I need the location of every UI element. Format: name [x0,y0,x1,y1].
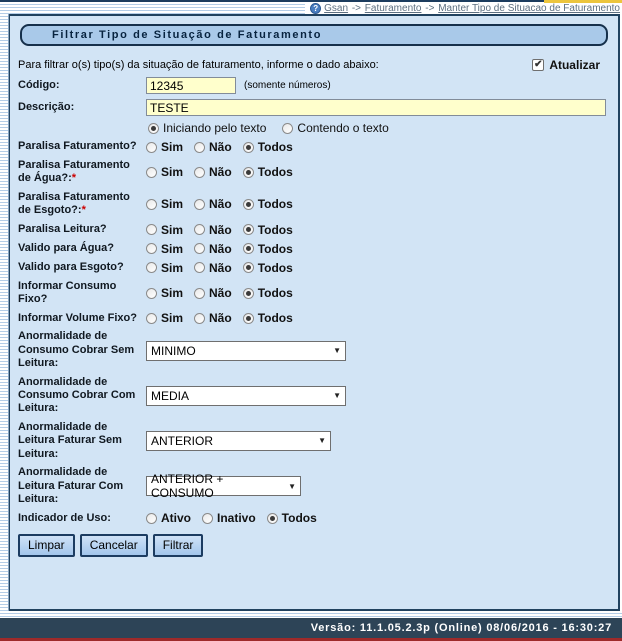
radio-option-label: Todos [257,165,293,180]
radio-option-todos[interactable] [243,311,293,325]
radio-option-sim[interactable] [146,286,183,300]
select-dropdown[interactable] [146,431,331,451]
limpar-button[interactable]: Limpar [18,534,75,557]
radio-option-iniciando-pelo-texto[interactable] [148,121,266,135]
radio-icon [146,288,157,299]
radio-row [18,140,610,154]
radio-group [146,140,293,154]
radio-icon [243,243,254,254]
radio-option-label: Todos [281,511,317,526]
codigo-input[interactable] [146,77,236,94]
radio-option-na-o[interactable] [194,242,232,256]
page-title: Filtrar Tipo de Situação de Faturamento [20,24,608,46]
radio-icon [243,313,254,324]
radio-icon [282,123,293,134]
radio-icon [194,224,205,235]
atualizar-label: Atualizar [549,58,600,72]
select-row-label: Anormalidade de Leitura Faturar Com Leitura: [18,466,124,505]
radio-icon [243,142,254,153]
dropdown-arrow-icon: ▼ [318,436,326,446]
select-value: MEDIA [151,388,190,403]
radio-option-label: Não [209,311,232,326]
atualizar-checkbox-group[interactable] [532,58,600,72]
radio-option-sim[interactable] [146,261,183,275]
cancelar-button[interactable]: Cancelar [80,534,148,557]
radio-row-label: Valido para Esgoto? [18,260,124,273]
radio-option-todos[interactable] [243,197,293,211]
radio-option-label: Não [209,286,232,301]
radio-option-label: Sim [161,165,184,180]
radio-option-na-o[interactable] [194,197,232,211]
radio-option-label: Sim [161,197,184,212]
radio-option-todos[interactable] [243,286,293,300]
radio-icon [194,262,205,273]
radio-option-sim[interactable] [146,165,183,179]
radio-row [18,261,610,275]
radio-group [146,261,293,275]
radio-row [18,311,610,325]
required-asterisk: * [81,204,86,217]
dropdown-arrow-icon: ▼ [333,346,341,356]
radio-option-sim[interactable] [146,311,183,325]
radio-group [146,242,293,256]
radio-icon [243,199,254,210]
radio-option-todos[interactable] [243,165,293,179]
select-dropdown[interactable] [146,472,301,501]
breadcrumb-link-faturamento[interactable]: Faturamento [364,2,422,14]
radio-icon [146,262,157,273]
radio-option-label: Não [209,165,232,180]
radio-option-na-o[interactable] [194,311,232,325]
radio-row [18,242,610,256]
help-icon[interactable]: ? [310,3,321,14]
version-text: Versão: 11.1.05.2.3p (Online) 08/06/2016 - 16:30:27 [310,622,612,634]
select-row [18,376,610,416]
radio-option-sim[interactable] [146,140,183,154]
radio-row-label: Paralisa Faturamento de Esgoto?:* [18,190,130,217]
radio-option-todos[interactable] [267,511,317,525]
radio-option-label: Todos [257,140,293,154]
radio-row-label: Paralisa Leitura? [18,222,107,235]
radio-row-label: Valido para Água? [18,241,114,254]
radio-row-label: Informar Volume Fixo? [18,311,137,324]
radio-option-label: Ativo [161,511,191,526]
radio-icon [194,288,205,299]
radio-icon [194,243,205,254]
radio-option-contendo-o-texto[interactable] [282,121,388,135]
radio-option-todos[interactable] [243,223,293,237]
codigo-hint: (somente números) [244,80,331,91]
radio-row [18,191,610,218]
breadcrumb-separator: -> [422,2,438,14]
radio-option-todos[interactable] [243,140,293,154]
radio-option-na-o[interactable] [194,223,232,237]
radio-group [146,286,293,300]
descricao-input[interactable] [146,99,606,116]
indicador-de-uso-label: Indicador de Uso: [18,511,111,524]
radio-row-label: Paralisa Faturamento de Água?:* [18,159,130,185]
radio-icon [146,167,157,178]
radio-option-todos[interactable] [243,261,293,275]
radio-row-label: Informar Consumo Fixo? [18,279,117,306]
radio-option-todos[interactable] [243,242,293,256]
radio-option-inativo[interactable] [202,511,256,525]
radio-option-label: Iniciando pelo texto [163,121,267,135]
dropdown-arrow-icon: ▼ [288,481,296,491]
radio-icon [194,313,205,324]
filter-panel [9,14,620,611]
select-value: ANTERIOR [151,433,214,448]
select-row [18,330,610,370]
radio-option-na-o[interactable] [194,261,232,275]
radio-option-label: Sim [161,222,184,237]
select-rows-section [18,330,610,506]
top-bar [0,0,622,14]
radio-option-label: Todos [257,222,293,237]
radio-icon [146,199,157,210]
radio-icon [194,142,205,153]
radio-option-ativo[interactable] [146,511,191,525]
required-asterisk: * [71,172,77,185]
radio-option-label: Todos [257,241,293,256]
radio-rows-section [18,140,610,325]
dropdown-arrow-icon: ▼ [333,391,341,401]
radio-icon [146,243,157,254]
select-row [18,421,610,461]
radio-group [146,165,293,179]
radio-icon [146,224,157,235]
radio-option-na-o[interactable] [194,286,232,300]
radio-option-label: Não [209,140,232,154]
radio-row-label: Paralisa Faturamento? [18,140,137,153]
radio-row [18,280,610,307]
radio-icon [148,123,159,134]
top-edge-yellow-accent [544,0,622,3]
select-row-label: Anormalidade de Consumo Cobrar Sem Leitura: [18,330,135,370]
radio-option-sim[interactable] [146,223,183,237]
radio-icon [243,167,254,178]
radio-option-na-o[interactable] [194,165,232,179]
radio-option-label: Não [209,260,232,275]
radio-group [146,311,293,325]
bottom-ribbed-edge [0,611,622,618]
radio-icon [243,224,254,235]
radio-option-label: Sim [161,260,184,275]
radio-option-label: Todos [257,286,293,301]
radio-icon [146,513,157,524]
radio-option-na-o[interactable] [194,140,232,154]
select-row-label: Anormalidade de Consumo Cobrar Com Leitura: [18,375,136,415]
radio-row [18,159,610,186]
radio-icon [267,513,278,524]
indicador-radio-group [146,511,317,525]
radio-icon [194,199,205,210]
radio-group [146,223,293,237]
radio-option-sim[interactable] [146,242,183,256]
radio-row [18,223,610,237]
filtrar-button[interactable]: Filtrar [153,534,204,557]
radio-option-label: Não [209,222,232,237]
breadcrumb [305,3,622,14]
radio-option-label: Sim [161,140,184,154]
radio-option-label: Todos [257,311,293,326]
select-dropdown[interactable] [146,341,346,361]
breadcrumb-separator: -> [349,2,364,14]
select-row [18,466,610,506]
select-value: ANTERIOR + CONSUMO [151,472,224,501]
codigo-label: Código: [18,78,60,91]
footer-bar [0,618,622,638]
breadcrumb-link-gsan[interactable]: Gsan [324,2,349,14]
radio-option-label: Não [209,197,232,212]
checkbox-icon[interactable]: ✔ [534,59,543,70]
left-ribbed-edge [0,14,9,611]
radio-option-label: Sim [161,241,184,256]
radio-option-label: Todos [257,197,293,212]
select-value: MINIMO [151,343,196,358]
radio-option-label: Contendo o texto [297,121,389,135]
select-row-label: Anormalidade de Leitura Faturar Sem Leitura: [18,420,122,460]
intro-text: Para filtrar o(s) tipo(s) da situação de faturamento, informe o dado abaixo: [18,59,379,71]
radio-option-label: Sim [161,311,184,326]
radio-icon [243,262,254,273]
top-ribbed-edge [0,2,305,14]
radio-icon [243,288,254,299]
breadcrumb-link-manter-tipo-de-situacao-de-faturamento[interactable]: Manter Tipo de Situacao de Faturamento [438,2,620,14]
radio-option-label: Todos [257,260,293,275]
radio-option-label: Sim [161,286,184,301]
descricao-label: Descrição: [18,100,75,113]
text-match-radio-group [18,121,610,135]
radio-option-label: Não [209,241,232,256]
radio-icon [146,142,157,153]
radio-icon [146,313,157,324]
radio-option-label: Inativo [217,511,256,526]
radio-icon [194,167,205,178]
radio-group [146,197,293,211]
breadcrumb-links [324,3,620,14]
radio-icon [202,513,213,524]
select-dropdown[interactable] [146,386,346,406]
radio-option-sim[interactable] [146,197,183,211]
